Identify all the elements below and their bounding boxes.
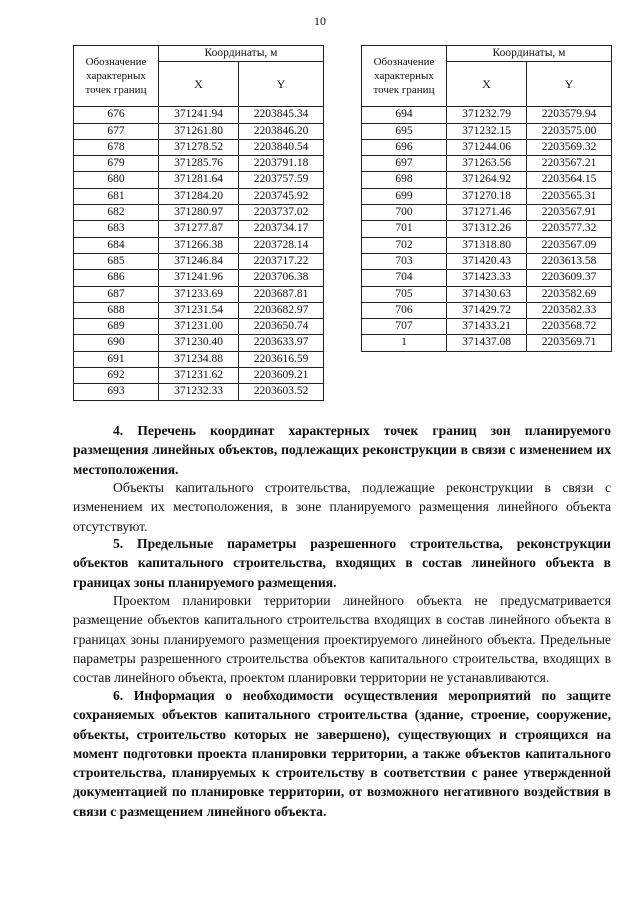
coord-x: 371231.54 <box>159 302 239 318</box>
coord-y: 2203567.91 <box>527 205 612 221</box>
coord-y: 2203734.17 <box>239 221 324 237</box>
coord-x: 371233.69 <box>159 286 239 302</box>
x-header: X <box>447 62 527 107</box>
coord-y: 2203609.37 <box>527 270 612 286</box>
coord-y: 2203728.14 <box>239 237 324 253</box>
coord-x: 371232.33 <box>159 384 239 400</box>
coord-x: 371270.18 <box>447 188 527 204</box>
table-row <box>362 319 612 335</box>
coord-x: 371318.80 <box>447 237 527 253</box>
coordinates-table-left <box>73 45 324 401</box>
table-row <box>74 188 324 204</box>
coord-x: 371285.76 <box>159 156 239 172</box>
coord-x: 371271.46 <box>447 205 527 221</box>
coord-x: 371280.97 <box>159 205 239 221</box>
table-row <box>74 270 324 286</box>
coord-x: 371232.15 <box>447 123 527 139</box>
table-row <box>74 384 324 400</box>
coord-x: 371430.63 <box>447 286 527 302</box>
y-header: Y <box>527 62 612 107</box>
coord-x: 371277.87 <box>159 221 239 237</box>
coord-y: 2203682.97 <box>239 302 324 318</box>
coord-x: 371231.00 <box>159 319 239 335</box>
coord-y: 2203567.09 <box>527 237 612 253</box>
point-id: 1 <box>362 335 447 351</box>
point-id: 687 <box>74 286 159 302</box>
table-row <box>362 156 612 172</box>
point-id: 686 <box>74 270 159 286</box>
left-table-body <box>74 107 324 400</box>
coord-y: 2203568.72 <box>527 319 612 335</box>
coordinates-table-right <box>361 45 612 352</box>
section-4-text: Объекты капитального строительства, подлежащие реконструкции в связи с изменением их местоположения, в зоне планируемого размещения линейного объекта отсутствуют. <box>73 480 611 534</box>
coord-y: 2203650.74 <box>239 319 324 335</box>
coord-x: 371266.38 <box>159 237 239 253</box>
coord-y: 2203791.18 <box>239 156 324 172</box>
coord-y: 2203757.59 <box>239 172 324 188</box>
table-row <box>74 139 324 155</box>
coord-x: 371263.56 <box>447 156 527 172</box>
section-5-heading: 5. Предельные параметры разрешенного строительства, реконструкции объектов капитального строительства, входящих в состав линейного объекта в границах зоны планируемого размещения. <box>73 536 611 590</box>
coord-x: 371278.52 <box>159 139 239 155</box>
coord-y: 2203609.21 <box>239 368 324 384</box>
point-id: 698 <box>362 172 447 188</box>
point-id: 705 <box>362 286 447 302</box>
point-id: 696 <box>362 139 447 155</box>
table-row <box>74 335 324 351</box>
coord-y: 2203577.32 <box>527 221 612 237</box>
coord-x: 371241.96 <box>159 270 239 286</box>
coord-y: 2203603.52 <box>239 384 324 400</box>
coord-y: 2203616.59 <box>239 351 324 367</box>
coord-y: 2203569.71 <box>527 335 612 351</box>
point-id: 683 <box>74 221 159 237</box>
coord-x: 371244.06 <box>447 139 527 155</box>
coord-x: 371284.20 <box>159 188 239 204</box>
coord-x: 371433.21 <box>447 319 527 335</box>
table-row <box>74 237 324 253</box>
table-row <box>362 205 612 221</box>
table-row <box>74 253 324 269</box>
coord-y: 2203613.58 <box>527 253 612 269</box>
coord-x: 371246.84 <box>159 253 239 269</box>
coord-y: 2203567.21 <box>527 156 612 172</box>
point-id: 680 <box>74 172 159 188</box>
coord-y: 2203840.54 <box>239 139 324 155</box>
coord-y: 2203582.69 <box>527 286 612 302</box>
coord-y: 2203737.02 <box>239 205 324 221</box>
point-id: 694 <box>362 107 447 123</box>
coord-x: 371437.08 <box>447 335 527 351</box>
table-row <box>74 302 324 318</box>
point-id: 697 <box>362 156 447 172</box>
point-id: 681 <box>74 188 159 204</box>
coord-y: 2203579.94 <box>527 107 612 123</box>
table-row <box>74 368 324 384</box>
right-table-body <box>362 107 612 351</box>
point-id: 685 <box>74 253 159 269</box>
coord-x: 371423.33 <box>447 270 527 286</box>
coord-x: 371312.26 <box>447 221 527 237</box>
coordinates-header: Координаты, м <box>159 46 324 62</box>
coord-x: 371232.79 <box>447 107 527 123</box>
coord-x: 371234.88 <box>159 351 239 367</box>
point-id: 691 <box>74 351 159 367</box>
point-id: 677 <box>74 123 159 139</box>
section-5-text: Проектом планировки территории линейного объекта не предусматривается размещение объектов капитального строительства входящих в состав линейного объекта в границах зоны планируемого размещения проектируемого линейного объекта. Предельные параметры разрешенного строительства объектов капитального строительства, входящих в состав линейного объекта, проектом планировки территории не устанавливаются. <box>73 593 611 686</box>
coord-y: 2203706.38 <box>239 270 324 286</box>
point-id: 679 <box>74 156 159 172</box>
coord-x: 371264.92 <box>447 172 527 188</box>
coord-x: 371231.62 <box>159 368 239 384</box>
point-id: 695 <box>362 123 447 139</box>
table-row <box>74 123 324 139</box>
coord-x: 371241.94 <box>159 107 239 123</box>
point-id: 701 <box>362 221 447 237</box>
table-row <box>74 319 324 335</box>
table-row <box>74 172 324 188</box>
page-number: 10 <box>314 14 326 28</box>
table-row <box>74 351 324 367</box>
coord-y: 2203845.34 <box>239 107 324 123</box>
point-id: 700 <box>362 205 447 221</box>
point-id: 693 <box>74 384 159 400</box>
point-id: 676 <box>74 107 159 123</box>
coordinates-header: Координаты, м <box>447 46 612 62</box>
table-row <box>362 302 612 318</box>
section-4-heading: 4. Перечень координат характерных точек границ зон планируемого размещения линейных объектов, подлежащих реконструкции в связи с изменением их местоположения. <box>73 423 611 477</box>
coord-y: 2203565.31 <box>527 188 612 204</box>
point-id: 689 <box>74 319 159 335</box>
coord-y: 2203569.32 <box>527 139 612 155</box>
table-row <box>362 335 612 351</box>
table-row <box>362 107 612 123</box>
designation-header: Обозначение характерных точек границ <box>74 46 159 107</box>
coord-y: 2203846.20 <box>239 123 324 139</box>
coord-x: 371230.40 <box>159 335 239 351</box>
point-id: 692 <box>74 368 159 384</box>
coord-y: 2203745.92 <box>239 188 324 204</box>
table-row <box>74 221 324 237</box>
point-id: 707 <box>362 319 447 335</box>
table-row <box>362 270 612 286</box>
designation-header: Обозначение характерных точек границ <box>362 46 447 107</box>
coord-x: 371429.72 <box>447 302 527 318</box>
table-row <box>362 172 612 188</box>
table-row <box>362 221 612 237</box>
coord-y: 2203633.97 <box>239 335 324 351</box>
point-id: 699 <box>362 188 447 204</box>
table-row <box>362 286 612 302</box>
point-id: 704 <box>362 270 447 286</box>
point-id: 678 <box>74 139 159 155</box>
coord-y: 2203575.00 <box>527 123 612 139</box>
coord-y: 2203717.22 <box>239 253 324 269</box>
point-id: 682 <box>74 205 159 221</box>
coord-y: 2203582.33 <box>527 302 612 318</box>
point-id: 702 <box>362 237 447 253</box>
point-id: 703 <box>362 253 447 269</box>
coord-x: 371281.64 <box>159 172 239 188</box>
point-id: 688 <box>74 302 159 318</box>
table-row <box>362 139 612 155</box>
table-row <box>74 107 324 123</box>
coord-y: 2203564.15 <box>527 172 612 188</box>
table-row <box>362 253 612 269</box>
table-row <box>74 205 324 221</box>
table-row <box>362 237 612 253</box>
point-id: 684 <box>74 237 159 253</box>
section-6-heading: 6. Информация о необходимости осуществления мероприятий по защите сохраняемых объектов капитального строительства (здание, строение, сооружение, объекты, строительство которых не завершено), существующих и строящихся на момент подготовки проекта планировки территории, а также объектов капитального строительства, планируемых к строительству в соответствии с ранее утвержденной документацией по планировке территории, от возможного негативного воздействия в связи с размещением линейного объекта. <box>73 688 611 819</box>
point-id: 690 <box>74 335 159 351</box>
coord-x: 371420.43 <box>447 253 527 269</box>
y-header: Y <box>239 62 324 107</box>
table-row <box>74 156 324 172</box>
table-row <box>362 188 612 204</box>
table-row <box>362 123 612 139</box>
coord-x: 371261.80 <box>159 123 239 139</box>
coord-y: 2203687.81 <box>239 286 324 302</box>
x-header: X <box>159 62 239 107</box>
table-row <box>74 286 324 302</box>
point-id: 706 <box>362 302 447 318</box>
